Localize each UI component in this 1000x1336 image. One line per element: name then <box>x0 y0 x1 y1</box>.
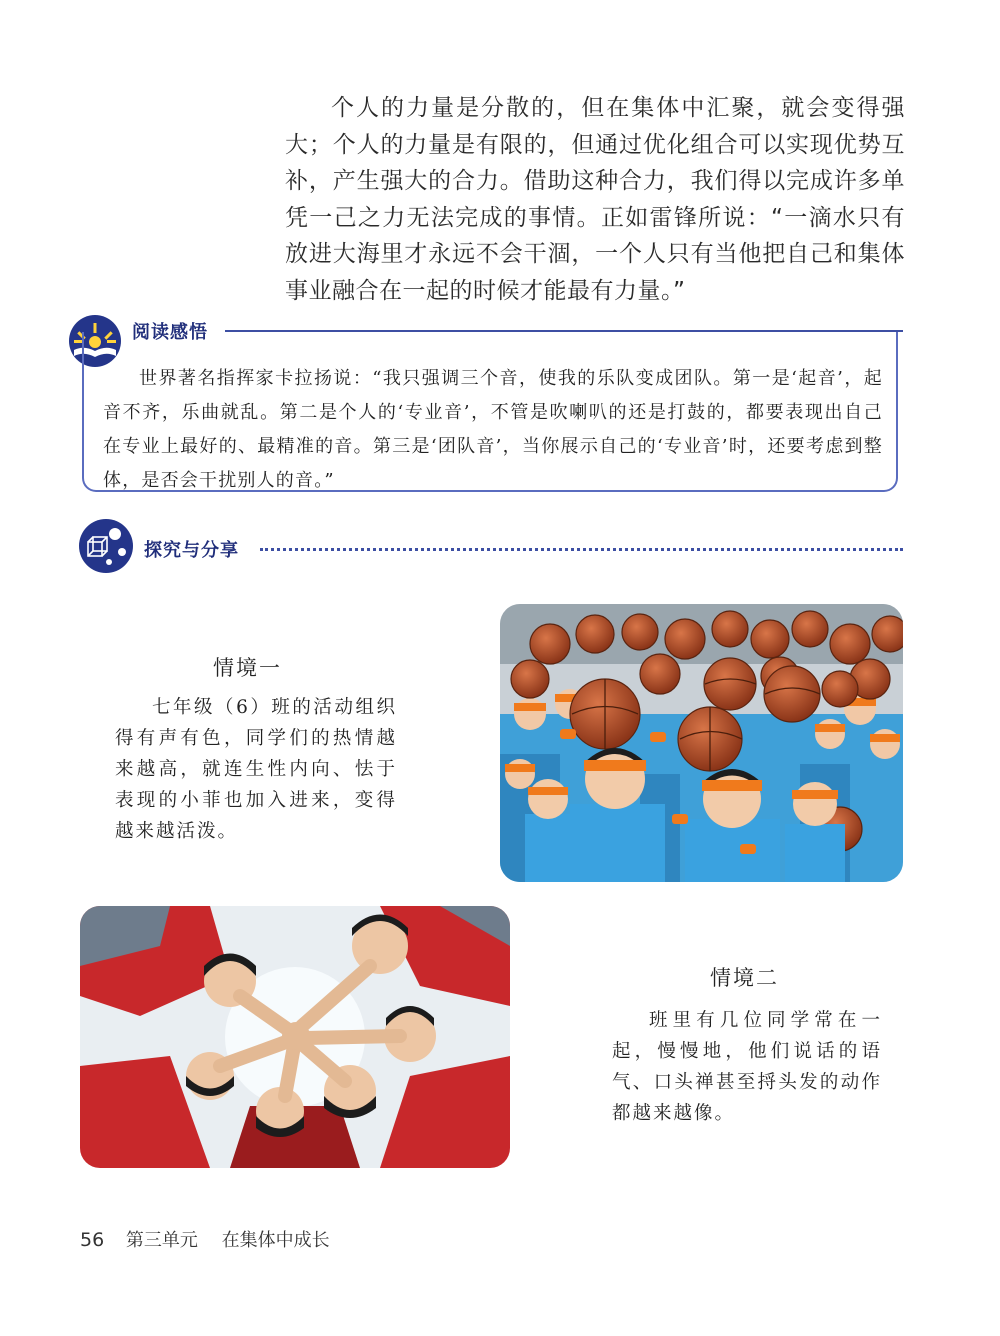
scene2-heading: 情境二 <box>710 966 779 990</box>
reading-text: 世界著名指挥家卡拉扬说：“我只强调三个音，使我的乐队变成团队。第一是‘起音’，起音不齐，乐曲就乱。第二是个人的‘专业音’，不管是吹喇叭的还是打鼓的，都要表现出自己在专业上最好的、最精准的音。第三是‘团队音’，当你展示自己的‘专业音’时，还要考虑到整体，是否会干扰别人的音。” <box>103 368 883 491</box>
huddle-hands-photo <box>80 906 510 1168</box>
explore-title: 探究与分享 <box>144 540 239 561</box>
scene1-heading: 情境一 <box>213 656 282 680</box>
page-footer <box>80 1226 330 1252</box>
basketball-team-photo <box>500 604 903 882</box>
reading-title: 阅读感悟 <box>132 322 208 343</box>
explore-divider <box>260 548 903 551</box>
page-number: 56 <box>80 1229 105 1251</box>
unit-title: 在集体中成长 <box>221 1230 330 1251</box>
scene1-text: 七年级（6）班的活动组织得有声有色，同学们的热情越来越高，就连生性内向、怯于表现的小菲也加入进来，变得越来越活泼。 <box>115 697 397 842</box>
intro-paragraph: 个人的力量是分散的，但在集体中汇聚，就会变得强大；个人的力量是有限的，但通过优化组合可以实现优势互补，产生强大的合力。借助这种合力，我们得以完成许多单凭一己之力无法完成的事情。正如雷锋所说：“一滴水只有放进大海里才永远不会干涸，一个人只有当他把自己和集体事业融合在一起的时候才能最有力量。” <box>285 95 905 304</box>
unit-label: 第三单元 <box>125 1230 198 1251</box>
explore-icon <box>78 518 134 574</box>
scene2-text: 班里有几位同学常在一起，慢慢地，他们说话的语气、口头禅甚至捋头发的动作都越来越像。 <box>612 1010 882 1124</box>
